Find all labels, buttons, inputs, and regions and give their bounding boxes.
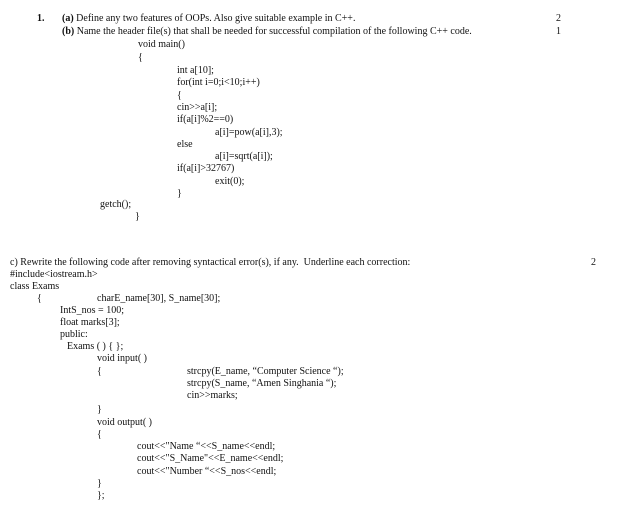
code-line: charE_name[30], S_name[30]; [97,293,221,304]
code-line: cout<<"Number “<<S_nos<<endl; [137,466,277,477]
code-line: cout<<"S_Name"<<E_name<<endl; [137,453,284,464]
code-line: } [97,404,102,415]
code-line: strcpy(S_name, “Amen Singhania “); [187,378,337,389]
code-line: IntS_nos = 100; [60,305,124,316]
code-line: class Exams [10,281,60,292]
code-line: { [177,90,182,101]
code-line: } [177,188,182,199]
part-c-marks: 2 [591,257,596,268]
code-line: { [97,429,102,440]
code-line: Exams ( ) { }; [67,341,124,352]
code-line: }; [97,490,105,501]
code-line: if(a[i]>32767) [177,163,235,174]
part-b-marks: 1 [556,26,561,37]
code-line: else [177,139,193,150]
code-line: int a[10]; [177,65,214,76]
code-line: if(a[i]%2==0) [177,114,234,125]
code-line: { [97,366,102,377]
part-a-marks: 2 [556,13,561,24]
code-line: getch(); [100,199,132,210]
part-b: (b) Name the header file(s) that shall be needed for successful compilation of the following C++ code. [62,26,472,37]
code-line: exit(0); [215,176,245,187]
code-line: strcpy(E_name, “Computer Science “); [187,366,344,377]
code-line: cin>>marks; [187,390,238,401]
code-line: public: [60,329,88,340]
code-line: #include<iostream.h> [10,269,98,280]
code-line: void input( ) [97,353,147,364]
code-line: void output( ) [97,417,152,428]
code-line: a[i]=sqrt(a[i]); [215,151,273,162]
code-line: void main() [138,39,185,50]
question-number: 1. [37,13,45,24]
part-c: c) Rewrite the following code after removing syntactical error(s), if any. Underline each correction: [10,257,411,268]
code-line: } [135,211,140,222]
code-line: cin>>a[i]; [177,102,218,113]
code-line: { [37,293,42,304]
code-line: for(int i=0;i<10;i++) [177,77,260,88]
code-line: { [138,52,143,63]
code-line: a[i]=pow(a[i],3); [215,127,283,138]
code-line: } [97,478,102,489]
code-line: cout<<"Name “<<S_name<<endl; [137,441,276,452]
part-a: (a) Define any two features of OOPs. Also give suitable example in C++. [62,13,356,24]
code-line: float marks[3]; [60,317,120,328]
